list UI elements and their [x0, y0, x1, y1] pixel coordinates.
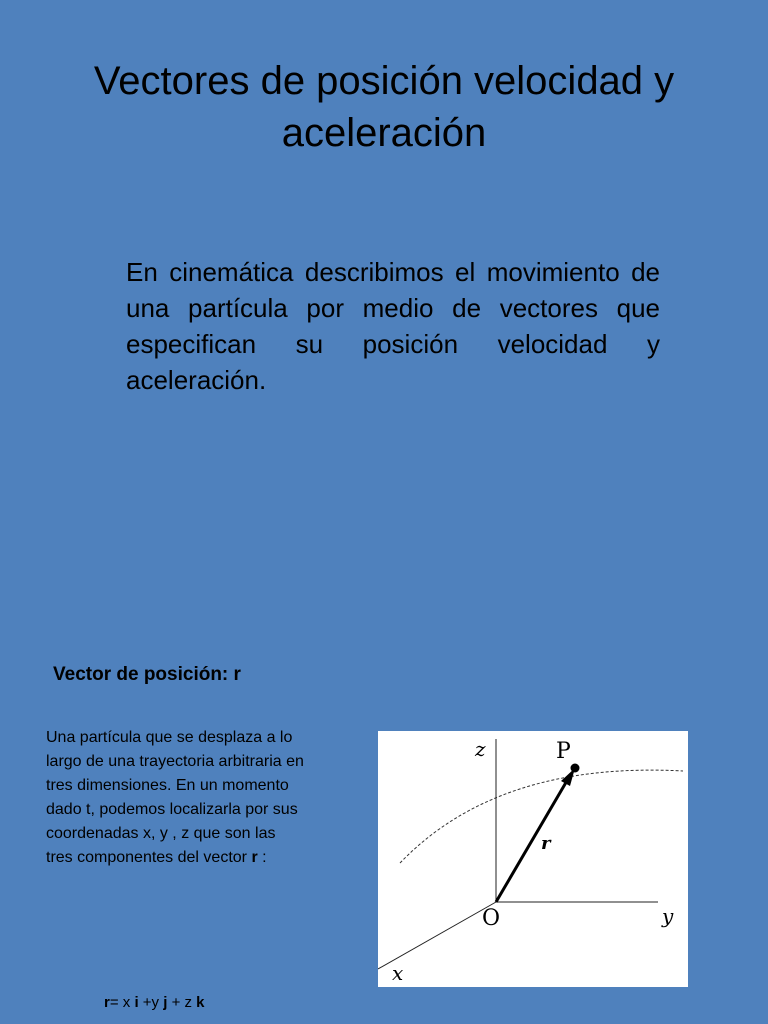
coordinate-diagram-svg	[378, 731, 688, 987]
formula-z-term: + z	[167, 994, 197, 1011]
coordinate-diagram	[378, 731, 688, 987]
y-axis-label: y	[662, 904, 674, 928]
x-axis-label: x	[392, 961, 404, 985]
formula-x-term: = x	[109, 994, 135, 1011]
vector-r-label: r	[541, 833, 551, 854]
formula-j: j	[163, 994, 168, 1011]
formula-i: i	[134, 994, 139, 1011]
point-p-label: P	[556, 739, 571, 764]
slide-title: Vectores de posición velocidad y aceleración	[93, 59, 675, 155]
description-vector-symbol: r	[251, 849, 258, 866]
origin-label: O	[482, 906, 501, 931]
position-vector-description	[46, 726, 306, 870]
formula-y-term: +y	[138, 994, 164, 1011]
section-heading: Vector de posición: r	[53, 664, 241, 685]
point-p-marker	[571, 764, 580, 773]
z-axis-label: z	[475, 737, 486, 761]
description-end: :	[257, 849, 267, 866]
x-axis	[378, 902, 496, 969]
formula-k: k	[196, 994, 205, 1011]
intro-paragraph: En cinemática describimos el movimiento de una partícula por medio de vectores que especifican su posición velocidad y aceleración.	[126, 257, 660, 395]
position-vector-line	[496, 779, 568, 902]
position-vector-formula	[104, 994, 205, 1011]
formula-r: r	[104, 994, 110, 1011]
description-text: Una partícula que se desplaza a lo largo de una trayectoria arbitraria en tres dimensiones. En un momento dado t, podemos localizarla por sus coordenadas x, y , z que son las tres componentes del vector	[46, 729, 304, 866]
